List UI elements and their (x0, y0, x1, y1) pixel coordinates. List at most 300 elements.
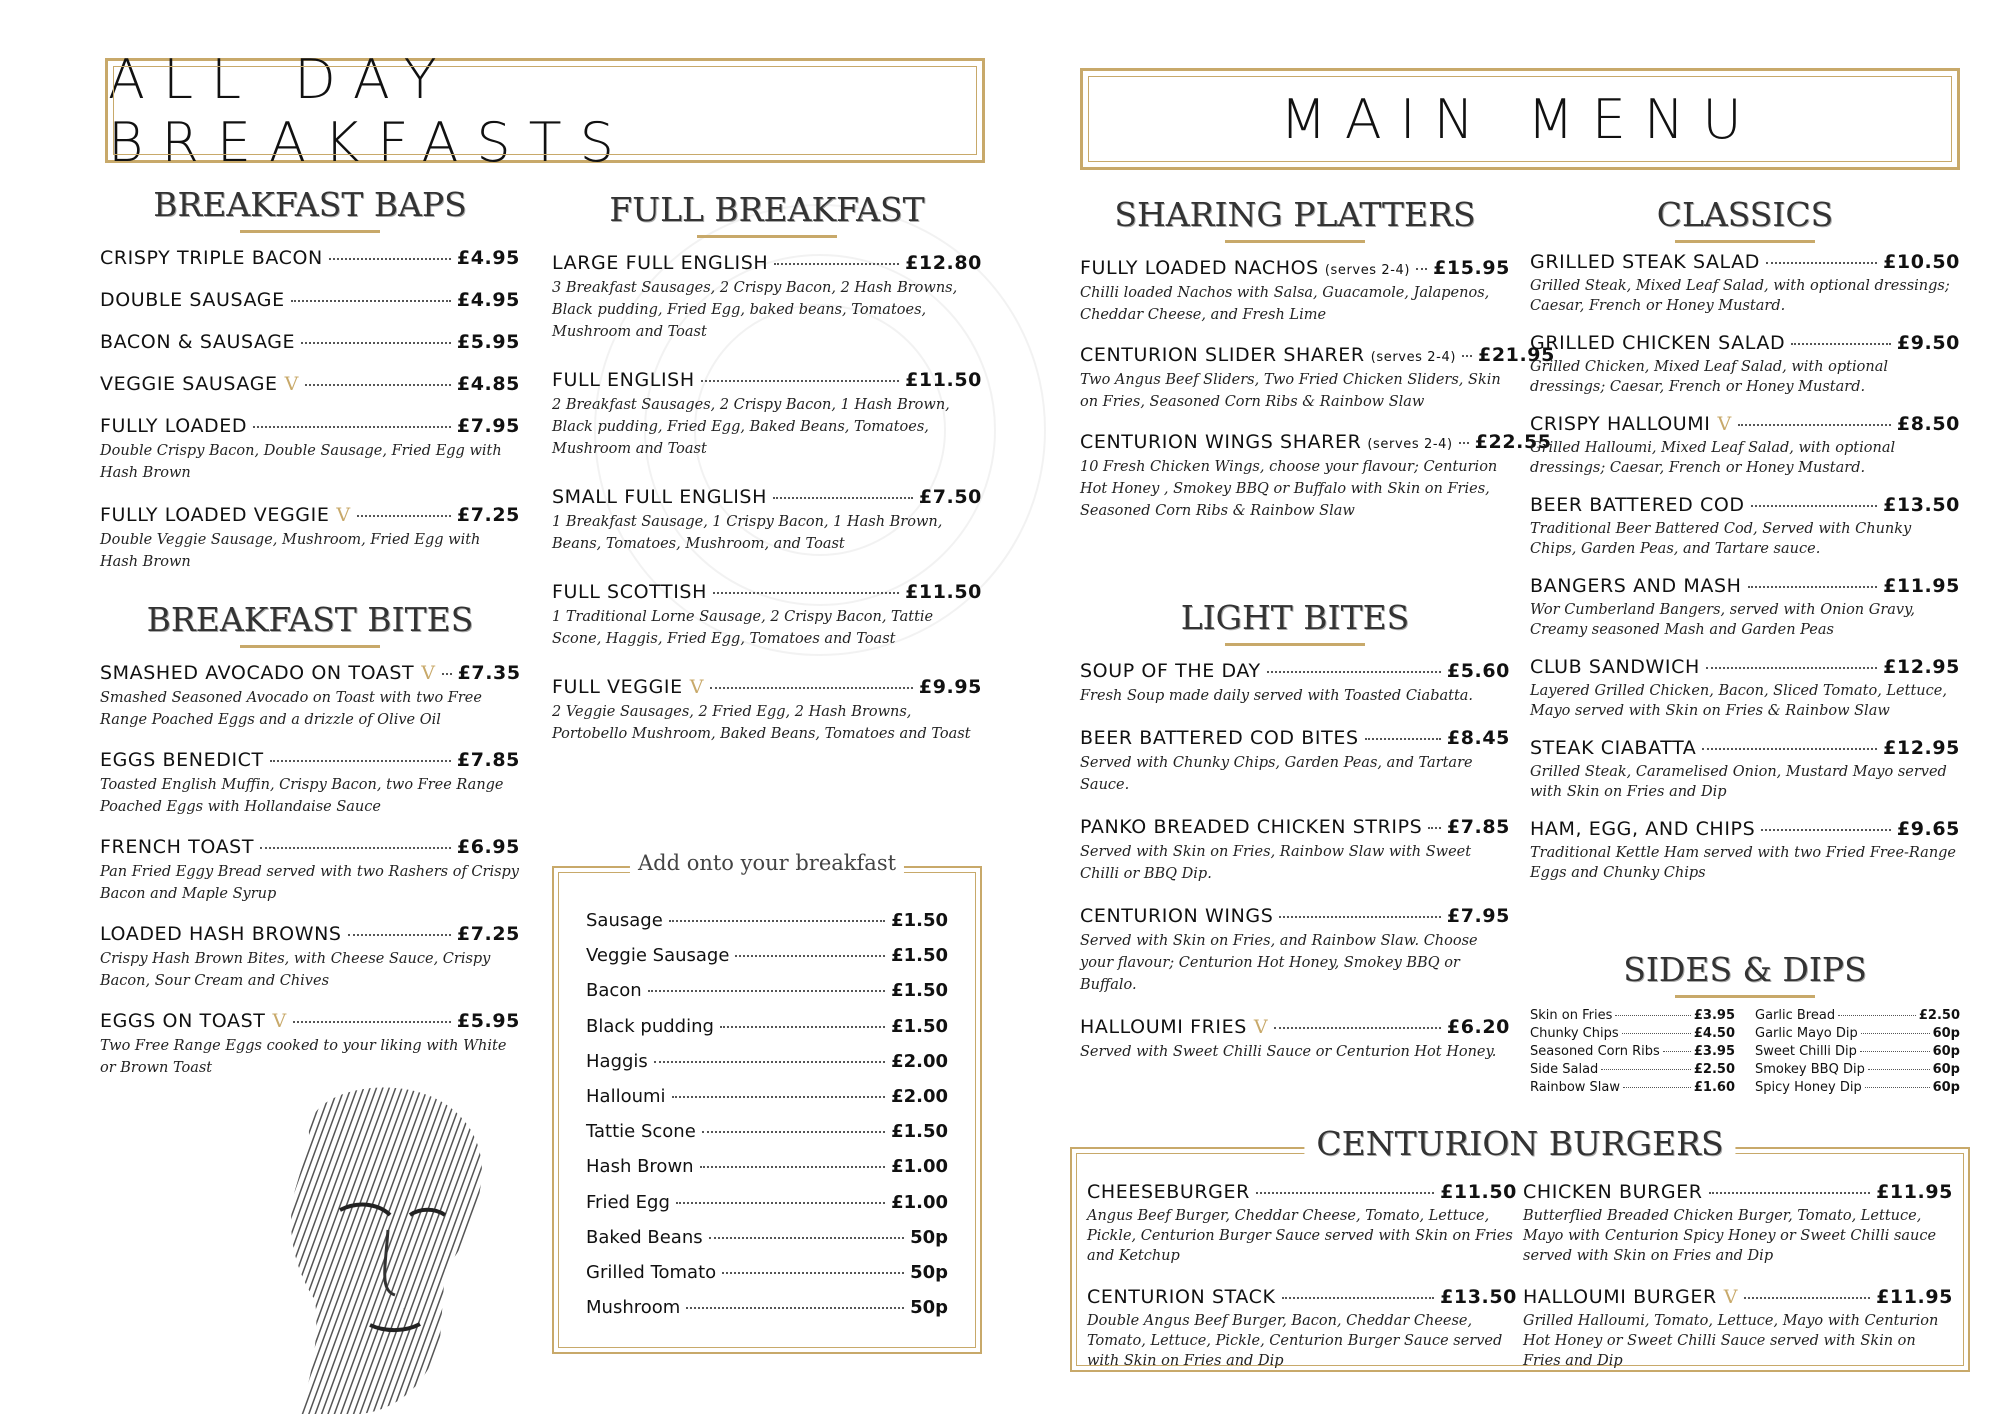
menu-item-price: £7.85 (456, 749, 520, 771)
menu-item-name: BEER BATTERED COD BITES (1080, 727, 1359, 749)
menu-item-price: £15.95 (1433, 257, 1510, 279)
burgers-list (1523, 1181, 1953, 1391)
menu-item-line (1530, 251, 1960, 273)
dot-leader (1791, 343, 1891, 345)
dot-leader (1279, 916, 1440, 918)
menu-item (1530, 737, 1960, 802)
dot-leader (1761, 829, 1891, 831)
menu-item-price: £11.50 (905, 581, 982, 603)
menu-item-line (100, 662, 520, 684)
dot-leader (709, 1237, 904, 1239)
menu-item-name: SMALL FULL ENGLISH (552, 486, 767, 508)
vegetarian-badge: V (1717, 413, 1732, 435)
menu-item-line (100, 836, 520, 858)
menu-item-price: £11.95 (1876, 1181, 1953, 1203)
menu-item-price: £11.50 (905, 369, 982, 391)
dot-leader (700, 1166, 885, 1168)
list-item-name: Skin on Fries (1530, 1008, 1613, 1023)
menu-item-description: Served with Chunky Chips, Garden Peas, and Tartare Sauce. (1080, 755, 1473, 793)
menu-item-name: FULL SCOTTISH (552, 581, 707, 603)
menu-item-price: £11.50 (1440, 1181, 1517, 1203)
menu-item-description: Toasted English Muffin, Crispy Bacon, two Free Range Poached Eggs with Hollandaise Sauce (100, 777, 504, 815)
menu-item-name: GRILLED CHICKEN SALAD (1530, 332, 1786, 354)
menu-item-price: £9.95 (918, 676, 982, 698)
menu-item (1530, 494, 1960, 559)
section-divider (1675, 995, 1815, 998)
menu-item-description: Layered Grilled Chicken, Bacon, Sliced Tomato, Lettuce, Mayo served with Skin on Fries & Rainbow Slaw (1530, 683, 1947, 719)
menu-item-line (100, 923, 520, 945)
menu-item-line (552, 676, 982, 698)
sides-section (1530, 950, 1960, 1098)
menu-item (100, 662, 520, 731)
menu-item-name: FULLY LOADED (100, 415, 248, 437)
dot-leader (774, 263, 899, 265)
menu-item-line (100, 504, 520, 526)
addons-list (586, 910, 948, 1332)
menu-item-name: BANGERS AND MASH (1530, 575, 1742, 597)
dot-leader (701, 380, 899, 382)
bust-portrait-icon (270, 1080, 500, 1414)
menu-item (1080, 660, 1510, 707)
menu-item-name: DOUBLE SAUSAGE (100, 289, 285, 311)
menu-item-price: £7.50 (918, 486, 982, 508)
menu-item-price: £13.50 (1883, 494, 1960, 516)
menu-item-description: Double Angus Beef Burger, Bacon, Cheddar Cheese, Tomato, Lettuce, Pickle, Centurion Burger Sauce served with Skin on Fries and Dip (1087, 1313, 1503, 1369)
list-item-name: Grilled Tomato (586, 1261, 717, 1283)
dot-leader (1766, 262, 1877, 264)
burgers-list (1087, 1181, 1517, 1391)
dot-leader (672, 1096, 886, 1098)
list-item (586, 1192, 948, 1213)
menu-item-name: CENTURION STACK (1087, 1286, 1276, 1308)
list-item (1755, 1008, 1960, 1023)
menu-item-line (1530, 494, 1960, 516)
list-item-price: £1.00 (891, 1191, 948, 1213)
dot-leader (1365, 738, 1441, 740)
menu-item-line (100, 289, 520, 311)
menu-item-price: £7.25 (456, 504, 520, 526)
menu-item (1530, 575, 1960, 640)
dot-leader (1748, 586, 1878, 588)
menu-item-price: £5.95 (456, 1010, 520, 1032)
baps-list (100, 247, 520, 573)
list-item-price: £1.50 (891, 980, 948, 1002)
menu-item (552, 486, 982, 555)
menu-item-line (1080, 727, 1510, 749)
menu-item (1530, 332, 1960, 397)
list-item-price: 60p (1932, 1080, 1960, 1095)
menu-item-note: (serves 2-4) (1370, 350, 1456, 365)
menu-item-price: £6.95 (456, 836, 520, 858)
menu-item (1080, 905, 1510, 996)
section-divider (1225, 240, 1365, 243)
menu-item (1530, 413, 1960, 478)
dot-leader (1267, 671, 1441, 673)
list-item-price: 50p (910, 1226, 948, 1248)
menu-item-price: £12.95 (1883, 656, 1960, 678)
list-item-name: Fried Egg (586, 1191, 670, 1213)
menu-item-price: £6.20 (1446, 1016, 1510, 1038)
list-item-price: £4.50 (1693, 1026, 1735, 1041)
dot-leader (1838, 1015, 1916, 1016)
menu-item-description: Traditional Beer Battered Cod, Served with Chunky Chips, Garden Peas, and Tartare sauce. (1530, 521, 1912, 557)
menu-item-name: CENTURION WINGS SHARER (1080, 431, 1362, 453)
list-item-name: Spicy Honey Dip (1755, 1080, 1862, 1095)
menu-item-line (1530, 575, 1960, 597)
list-item (1530, 1080, 1735, 1095)
list-item (586, 945, 948, 966)
dot-leader (702, 1131, 885, 1133)
sharing-platters-section (1080, 195, 1555, 540)
section-divider (1225, 643, 1365, 646)
menu-item-name: FULLY LOADED VEGGIE (100, 504, 330, 526)
menu-item-description: Served with Skin on Fries, Rainbow Slaw with Sweet Chilli or BBQ Dip. (1080, 844, 1472, 882)
dot-leader (722, 1272, 904, 1274)
list-item-price: £3.95 (1693, 1044, 1735, 1059)
menu-item-price: £10.50 (1883, 251, 1960, 273)
list-item (1530, 1008, 1735, 1023)
menu-item-name: CRISPY HALLOUMI (1530, 413, 1711, 435)
bites-list (100, 662, 520, 1079)
menu-item-price: £7.85 (1446, 816, 1510, 838)
section-divider (240, 645, 380, 648)
list-item-name: Smokey BBQ Dip (1755, 1062, 1865, 1077)
menu-item (100, 373, 520, 395)
list-item-name: Garlic Bread (1755, 1008, 1836, 1023)
dot-leader (1751, 505, 1877, 507)
menu-item-name: CHICKEN BURGER (1523, 1181, 1703, 1203)
dot-leader (1702, 748, 1877, 750)
list-item-price: £2.50 (1693, 1062, 1735, 1077)
list-item-name: Black pudding (586, 1015, 714, 1037)
list-item-name: Chunky Chips (1530, 1026, 1619, 1041)
list-item-price: 60p (1932, 1044, 1960, 1059)
menu-item-description: 2 Veggie Sausages, 2 Fried Egg, 2 Hash Browns, Portobello Mushroom, Baked Beans, Tomatoes and Toast (552, 704, 971, 742)
dot-leader (1601, 1069, 1691, 1070)
menu-item-description: Double Crispy Bacon, Double Sausage, Fried Egg with Hash Brown (100, 443, 502, 481)
menu-item-description: Two Angus Beef Sliders, Two Fried Chicken Sliders, Skin on Fries, Seasoned Corn Ribs & Rainbow Slaw (1080, 372, 1501, 410)
menu-item-line (1080, 431, 1552, 453)
dot-leader (720, 1026, 885, 1028)
dot-leader (442, 673, 452, 675)
menu-item-note: (serves 2-4) (1324, 263, 1411, 278)
menu-item-note: (serves 2-4) (1367, 437, 1453, 452)
menu-item (100, 289, 520, 311)
menu-item-price: £4.95 (456, 247, 520, 269)
dot-leader (648, 990, 885, 992)
menu-item-description: Angus Beef Burger, Cheddar Cheese, Tomato, Lettuce, Pickle, Centurion Burger Sauce served with Skin on Fries and Ketchup (1087, 1208, 1513, 1264)
section-title: FULL BREAKFAST (609, 190, 925, 229)
menu-item-line (100, 749, 520, 771)
menu-item-line (1080, 905, 1510, 927)
menu-item-name: FULLY LOADED NACHOS (1080, 257, 1319, 279)
menu-item-line (1080, 344, 1555, 366)
menu-item-name: HAM, EGG, AND CHIPS (1530, 818, 1756, 840)
menu-item (100, 923, 520, 992)
dot-leader (1623, 1087, 1691, 1088)
list-item (1530, 1062, 1735, 1077)
light-bites-list (1080, 660, 1510, 1063)
menu-item-name: CENTURION WINGS (1080, 905, 1274, 927)
menu-item-description: Double Veggie Sausage, Mushroom, Fried Egg with Hash Brown (100, 532, 481, 570)
list-item-price: £1.60 (1693, 1080, 1735, 1095)
main-menu-title: MAIN MENU (1080, 68, 1960, 170)
dot-leader (305, 384, 451, 386)
menu-item-name: PANKO BREADED CHICKEN STRIPS (1080, 816, 1423, 838)
menu-item-price: £13.50 (1440, 1286, 1517, 1308)
menu-item-line (1530, 656, 1960, 678)
dot-leader (1622, 1033, 1691, 1034)
list-item-price: £2.50 (1918, 1008, 1960, 1023)
menu-item-line (1087, 1181, 1517, 1203)
menu-item-description: Smashed Seasoned Avocado on Toast with two Free Range Poached Eggs and a drizzle of Olive Oil (100, 690, 482, 728)
dot-leader (253, 426, 451, 428)
menu-item-name: LARGE FULL ENGLISH (552, 252, 769, 274)
list-item-name: Garlic Mayo Dip (1755, 1026, 1858, 1041)
menu-item (100, 1010, 520, 1079)
dips-list (1755, 1008, 1960, 1098)
list-item-name: Mushroom (586, 1297, 681, 1319)
menu-item (1080, 816, 1510, 885)
burgers-box (1070, 1124, 1970, 1372)
dot-leader (1256, 1192, 1434, 1194)
menu-item-description: Grilled Halloumi, Tomato, Lettuce, Mayo with Centurion Hot Honey or Sweet Chilli Sauce served with Skin on Fries and Dip (1523, 1313, 1939, 1369)
menu-item-line (552, 369, 982, 391)
menu-item-name: SMASHED AVOCADO ON TOAST (100, 662, 415, 684)
menu-item-line (1523, 1181, 1953, 1203)
menu-item-description: 3 Breakfast Sausages, 2 Crispy Bacon, 2 Hash Browns, Black pudding, Fried Egg, baked beans, Tomatoes, Mushroom and Toast (552, 280, 958, 340)
section-title: CLASSICS (1656, 195, 1834, 234)
menu-item-description: 2 Breakfast Sausages, 2 Crispy Bacon, 1 Hash Brown, Black pudding, Fried Egg, Baked Beans, Tomatoes, Mushroom and Toast (552, 397, 950, 457)
menu-item-price: £7.95 (1446, 905, 1510, 927)
menu-item-description: Grilled Steak, Caramelised Onion, Mustard Mayo served with Skin on Fries and Dip (1530, 764, 1947, 800)
menu-item (1523, 1286, 1953, 1371)
list-item (586, 1086, 948, 1107)
list-item-price: £1.00 (891, 1156, 948, 1178)
breakfast-bites-section (100, 600, 520, 1097)
menu-item (552, 369, 982, 460)
menu-item (100, 415, 520, 484)
menu-item (1080, 1016, 1510, 1063)
menu-item-line (1530, 737, 1960, 759)
dot-leader (669, 920, 885, 922)
list-item-price: £2.00 (891, 1085, 948, 1107)
menu-item (552, 581, 982, 650)
dot-leader (1274, 1027, 1441, 1029)
menu-item (100, 836, 520, 905)
menu-item-price: £22.55 (1474, 431, 1552, 453)
menu-item-price: £4.95 (456, 289, 520, 311)
list-item (586, 1297, 948, 1318)
sides-list (1530, 1008, 1735, 1098)
section-title: SHARING PLATTERS (1114, 195, 1476, 234)
dot-leader (686, 1307, 904, 1309)
menu-item-price: £11.95 (1876, 1286, 1953, 1308)
menu-item-name: BACON & SAUSAGE (100, 331, 296, 353)
menu-item-price: £7.35 (457, 662, 521, 684)
menu-item-name: FRENCH TOAST (100, 836, 255, 858)
dot-leader (293, 1021, 451, 1023)
menu-item-name: FULL ENGLISH (552, 369, 695, 391)
dot-leader (1865, 1087, 1930, 1088)
dot-leader (713, 592, 899, 594)
dot-leader (1744, 1297, 1870, 1299)
menu-item-description: Served with Skin on Fries, and Rainbow Slaw. Choose your flavour; Centurion Hot Honey, Smokey BBQ or Buffalo. (1080, 933, 1478, 993)
menu-item (1523, 1181, 1953, 1266)
menu-item-name: VEGGIE SAUSAGE (100, 373, 278, 395)
menu-item (1530, 251, 1960, 316)
menu-item-name: STEAK CIABATTA (1530, 737, 1697, 759)
menu-item-description: Pan Fried Eggy Bread served with two Rashers of Crispy Bacon and Maple Syrup (100, 864, 519, 902)
menu-item-description: Grilled Chicken, Mixed Leaf Salad, with optional dressings; Caesar, French or Honey Mustard. (1530, 359, 1888, 395)
menu-item-price: £4.85 (456, 373, 520, 395)
menu-item-line (552, 486, 982, 508)
list-item-name: Sausage (586, 910, 663, 931)
classics-section (1530, 195, 1960, 899)
menu-item (1087, 1286, 1517, 1371)
section-divider (240, 230, 380, 233)
menu-item-description: 10 Fresh Chicken Wings, choose your flavour; Centurion Hot Honey , Smokey BBQ or Buffalo with Skin on Fries, Seasoned Corn Ribs & Rainbow Slaw (1080, 459, 1498, 519)
list-item-price: £1.50 (891, 1121, 948, 1143)
menu-item-description: Butterflied Breaded Chicken Burger, Tomato, Lettuce, Mayo with Centurion Spicy Honey or Sweet Chilli sauce served with Skin on Fries and Dip (1523, 1208, 1937, 1264)
dot-leader (1459, 442, 1469, 444)
dot-leader (1428, 827, 1441, 829)
menu-item-name: FULL VEGGIE (552, 676, 683, 698)
menu-item-description: 1 Traditional Lorne Sausage, 2 Crispy Bacon, Tattie Scone, Haggis, Fried Egg, Tomatoes and Toast (552, 609, 934, 647)
list-item-name: Sweet Chilli Dip (1755, 1044, 1857, 1059)
menu-item-price: £9.65 (1896, 818, 1960, 840)
menu-item-price: £12.80 (905, 252, 982, 274)
menu-item (552, 676, 982, 745)
dot-leader (357, 515, 451, 517)
section-divider (697, 235, 837, 238)
dot-leader (329, 258, 451, 260)
section-divider (1675, 240, 1815, 243)
menu-item-description: Chilli loaded Nachos with Salsa, Guacamole, Jalapenos, Cheddar Cheese, and Fresh Lime (1080, 285, 1490, 323)
breakfast-page (90, 0, 990, 1414)
dot-leader (1709, 1192, 1870, 1194)
menu-item-description: Two Free Range Eggs cooked to your liking with White or Brown Toast (100, 1038, 507, 1076)
menu-item-name: SOUP OF THE DAY (1080, 660, 1261, 682)
menu-item-line (1530, 818, 1960, 840)
breakfast-title: ALL DAY BREAKFASTS (105, 58, 985, 163)
dot-leader (1282, 1297, 1434, 1299)
dot-leader (301, 342, 451, 344)
menu-item (100, 749, 520, 818)
dot-leader (1416, 268, 1427, 270)
menu-item-name: BEER BATTERED COD (1530, 494, 1745, 516)
dot-leader (1615, 1015, 1691, 1016)
menu-item (1080, 727, 1510, 796)
vegetarian-badge: V (689, 676, 705, 698)
dot-leader (1706, 667, 1877, 669)
vegetarian-badge: V (1253, 1016, 1269, 1038)
menu-item-price: £11.95 (1883, 575, 1960, 597)
light-bites-section (1080, 598, 1510, 1083)
addons-title: Add onto your breakfast (630, 851, 904, 875)
list-item (586, 910, 948, 931)
list-item-name: Veggie Sausage (586, 945, 730, 967)
list-item-name: Bacon (586, 980, 642, 1002)
list-item-name: Hash Brown (586, 1156, 694, 1178)
menu-item-price: £12.95 (1883, 737, 1960, 759)
menu-item-price: £7.95 (456, 415, 520, 437)
list-item (1755, 1080, 1960, 1095)
full-breakfast-list (552, 252, 982, 745)
menu-item-line (1080, 1016, 1510, 1038)
breakfast-baps-section (100, 185, 520, 593)
main-menu-page (1070, 0, 1980, 1414)
menu-item-name: HALLOUMI BURGER (1523, 1286, 1717, 1308)
menu-item (1080, 431, 1552, 522)
addons-box (552, 851, 982, 1354)
list-item-price: 60p (1932, 1062, 1960, 1077)
menu-item-description: Traditional Kettle Ham served with two Fried Free-Range Eggs and Chunky Chips (1530, 845, 1957, 881)
dot-leader (291, 300, 451, 302)
list-item-name: Tattie Scone (586, 1121, 696, 1143)
menu-item-description: Crispy Hash Brown Bites, with Cheese Sauce, Crispy Bacon, Sour Cream and Chives (100, 951, 491, 989)
menu-item (552, 252, 982, 343)
menu-item-price: £9.50 (1896, 332, 1960, 354)
list-item (586, 1051, 948, 1072)
list-item-price: 60p (1932, 1026, 1960, 1041)
dot-leader (676, 1202, 885, 1204)
section-title: LIGHT BITES (1180, 598, 1410, 637)
list-item-price: £2.00 (891, 1050, 948, 1072)
list-item-price: 50p (910, 1261, 948, 1283)
menu-item-description: Served with Sweet Chilli Sauce or Centurion Hot Honey. (1080, 1044, 1497, 1060)
list-item (586, 1262, 948, 1283)
vegetarian-badge: V (336, 504, 351, 526)
vegetarian-badge: V (421, 662, 436, 684)
list-item-name: Halloumi (586, 1085, 666, 1107)
dot-leader (260, 847, 451, 849)
menu-item-line (1087, 1286, 1517, 1308)
menu-item (1530, 656, 1960, 721)
menu-item-line (100, 331, 520, 353)
dot-leader (1868, 1069, 1930, 1070)
menu-item (100, 504, 520, 573)
section-title: BREAKFAST BITES (146, 600, 474, 639)
dot-leader (1462, 355, 1472, 357)
list-item-name: Haggis (586, 1050, 648, 1072)
list-item (586, 1016, 948, 1037)
menu-item-name: CLUB SANDWICH (1530, 656, 1700, 678)
vegetarian-badge: V (284, 373, 299, 395)
menu-item-price: £8.50 (1896, 413, 1960, 435)
burgers-title: CENTURION BURGERS (1304, 1124, 1735, 1163)
menu-item-description: Grilled Steak, Mixed Leaf Salad, with optional dressings; Caesar, French or Honey Mustard. (1530, 278, 1950, 314)
menu-item-description: Grilled Halloumi, Mixed Leaf Salad, with optional dressings; Caesar, French or Honey Mustard. (1530, 440, 1896, 476)
list-item (1755, 1026, 1960, 1041)
dot-leader (773, 497, 913, 499)
menu-item-description: Wor Cumberland Bangers, served with Onion Gravy, Creamy seasoned Mash and Garden Peas (1530, 602, 1915, 638)
list-item-price: 50p (910, 1297, 948, 1319)
list-item (1530, 1044, 1735, 1059)
menu-item (100, 247, 520, 269)
vegetarian-badge: V (1723, 1286, 1739, 1308)
vegetarian-badge: V (272, 1010, 287, 1032)
dot-leader (348, 934, 451, 936)
menu-item-line (1080, 257, 1510, 279)
list-item (1530, 1026, 1735, 1041)
menu-item-line (1080, 660, 1510, 682)
list-item-price: £3.95 (1693, 1008, 1735, 1023)
dot-leader (270, 760, 451, 762)
dot-leader (1738, 424, 1891, 426)
full-breakfast-section (552, 190, 982, 771)
dot-leader (1861, 1033, 1930, 1034)
